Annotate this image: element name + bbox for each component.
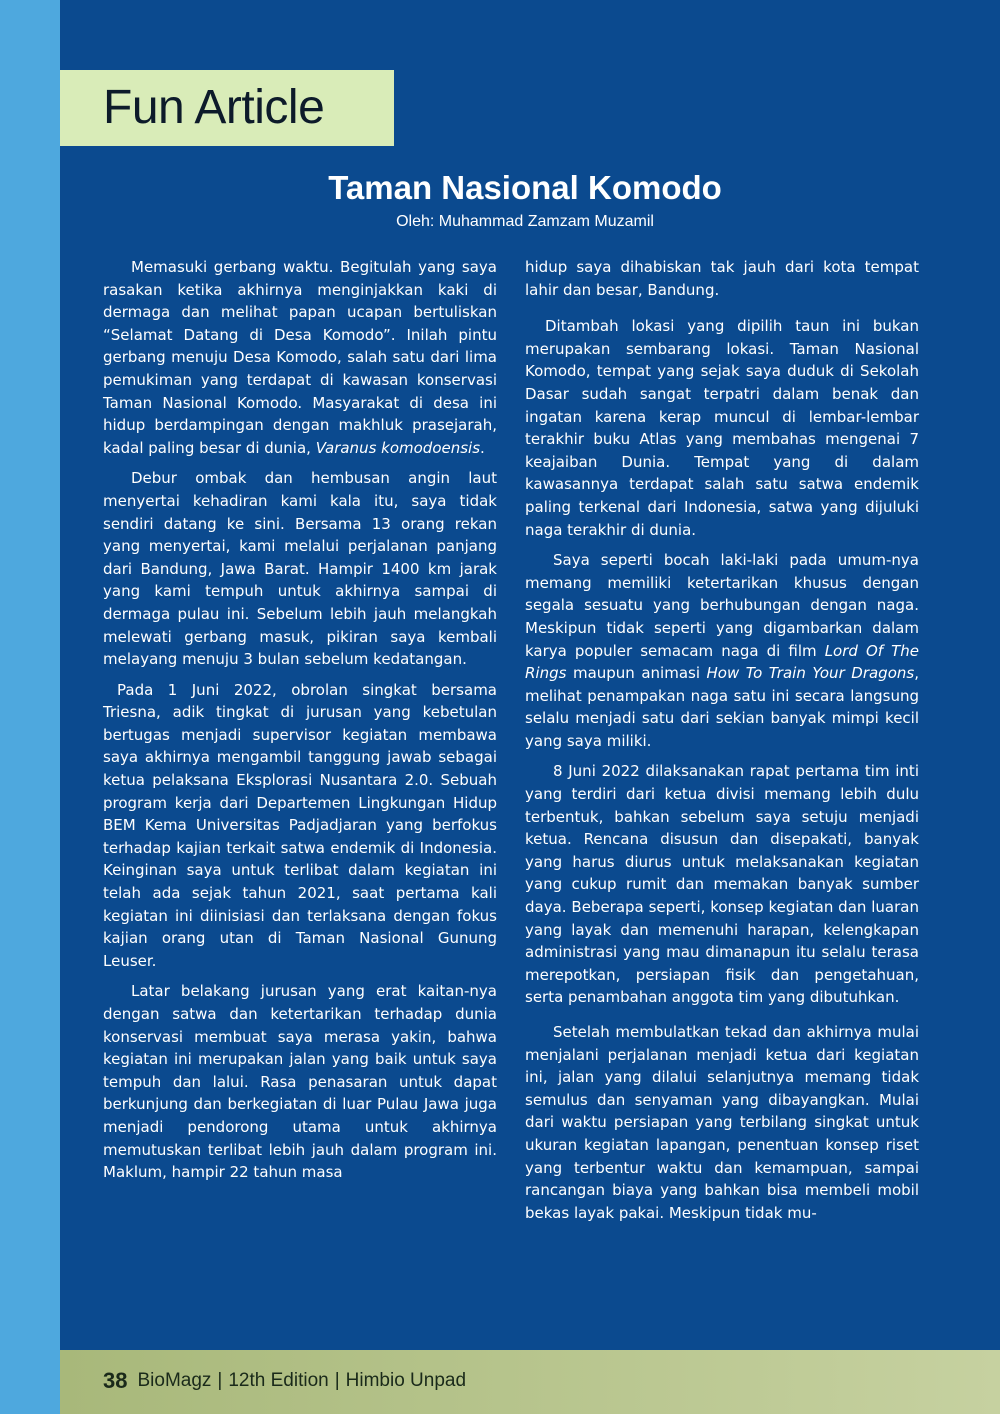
publisher-label: Himbio Unpad (345, 1370, 467, 1391)
paragraph: Ditambah lokasi yang dipilih taun ini bukan merupakan sembarang lokasi. Taman Nasional Komodo, tempat yang sejak saya duduk di Sekolah Dasar sudah sangat terpatri dalam benak dan ingatan karena kerap muncul di lembar-lembar terakhir buku Atlas yang membahas mengenai 7 keajaiban Dunia. Tempat yang di dalam kawasannya terdapat salah satu satwa endemik paling terkenal dari Indonesia, satwa yang dijuluki naga terakhir di dunia. (525, 317, 919, 539)
footer-accent-stripe (0, 1350, 60, 1414)
left-column (103, 256, 497, 1192)
article-title: Taman Nasional Komodo (328, 169, 722, 206)
paragraph: Debur ombak dan hembusan angin laut menyertai kehadiran kami kala itu, saya tidak sendiri datang ke sini. Bersama 13 orang rekan yang menyertai, kami melalui perjalanan panjang dari Bandung, Jawa Barat. Hampir 1400 km jarak yang kami tempuh untuk akhirnya sampai di dermaga pulau ini. Sebelum lebih jauh melangkah melewati gerbang masuk, pikiran saya kembali melayang menuju 3 bulan sebelum kedatangan. (103, 469, 497, 669)
page-number: 38 (103, 1368, 128, 1393)
edition-label: 12th Edition (228, 1370, 329, 1391)
paragraph: hidup saya dihabiskan tak jauh dari kota tempat lahir dan besar, Bandung. (525, 258, 919, 299)
section-label: Fun Article (103, 81, 325, 134)
article-byline: Oleh: Muhammad Zamzam Muzamil (396, 213, 654, 230)
footer-separator: | (334, 1370, 340, 1391)
paragraph: Latar belakang jurusan yang erat kaitan-nya dengan satwa dan ketertarikan terhadap dunia konservasi membuat saya merasa yakin, bahwa kegiatan ini merupakan jalan yang baik untuk saya tempuh dan lalui. Rasa penasaran untuk dapat berkunjung dan berkegiatan di luar Pulau Jawa juga menjadi pendorong utama untuk akhirnya memutuskan terlibat lebih jauh dalam program ini. Maklum, hampir 22 tahun masa (103, 982, 497, 1182)
footer-separator: | (217, 1370, 223, 1391)
magazine-name: BioMagz (137, 1370, 212, 1391)
paragraph: Memasuki gerbang waktu. Begitulah yang saya rasakan ketika akhirnya menginjakkan kaki di dermaga dan melihat papan ucapan bertuliskan “Selamat Datang di Desa Komodo”. Inilah pintu gerbang menuju Desa Komodo, salah satu dari lima pemukiman yang terdapat di kawasan konservasi Taman Nasional Komodo. Masyarakat di desa ini hidup berdampingan dengan makhluk prasejarah, kadal paling besar di dunia, Varanus komodoensis. (103, 258, 497, 457)
paragraph: Saya seperti bocah laki-laki pada umum-nya memang memiliki ketertarikan khusus dengan segala sesuatu yang berhubungan dengan naga. Meskipun tidak seperti yang digambarkan dalam karya populer semacam naga di film Lord Of The Rings maupun animasi How To Train Your Dragons, melihat penampakan naga satu ini secara langsung selalu menjadi satu dari sekian banyak mimpi kecil yang saya miliki. (525, 551, 919, 750)
paragraph: Setelah membulatkan tekad dan akhirnya mulai menjalani perjalanan menjadi ketua dari kegiatan ini, jalan yang dilalui selanjutnya memang tidak semulus dan senyaman yang dibayangkan. Mulai dari waktu persiapan yang terbilang singkat untuk ukuran kegiatan lapangan, penentuan konsep riset yang terbentur waktu dan kemampuan, sampai rancangan biaya yang bahkan bisa membeli mobil bekas layak pakai. Meskipun tidak mu- (525, 1023, 919, 1222)
footer-info (103, 1366, 466, 1396)
paragraph: Pada 1 Juni 2022, obrolan singkat bersama Triesna, adik tingkat di jurusan yang kebetulan bertugas menjadi supervisor kegiatan membawa saya akhirnya mengambil tanggung jawab sebagai ketua pelaksana Eksplorasi Nusantara 2.0. Sebuah program kerja dari Departemen Lingkungan Hidup BEM Kema Universitas Padjadjaran yang berfokus terhadap kajian terkait satwa endemik di Indonesia. Keinginan saya untuk terlibat dalam kegiatan ini telah ada sejak tahun 2021, saat pertama kali kegiatan ini diinisiasi dan terlaksana dengan fokus kajian orang utan di Taman Nasional Gunung Leuser. (103, 680, 497, 970)
left-accent-stripe (0, 0, 60, 1350)
paragraph: 8 Juni 2022 dilaksanakan rapat pertama tim inti yang terdiri dari ketua divisi memang lebih dulu terbentuk, bahkan sebelum saya setuju menjadi ketua. Rencana disusun dan disepakati, banyak yang harus diurus untuk melaksanakan kegiatan yang cukup rumit dan memakan banyak sumber daya. Beberapa seperti, konsep kegiatan dan luaran yang layak dan memenuhi harapan, kelengkapan administrasi yang mau dimanapun itu selalu terasa merepotkan, persiapan fisik dan pengetahuan, serta penambahan anggota tim yang dibutuhkan. (525, 762, 919, 1007)
right-column (525, 256, 919, 1232)
